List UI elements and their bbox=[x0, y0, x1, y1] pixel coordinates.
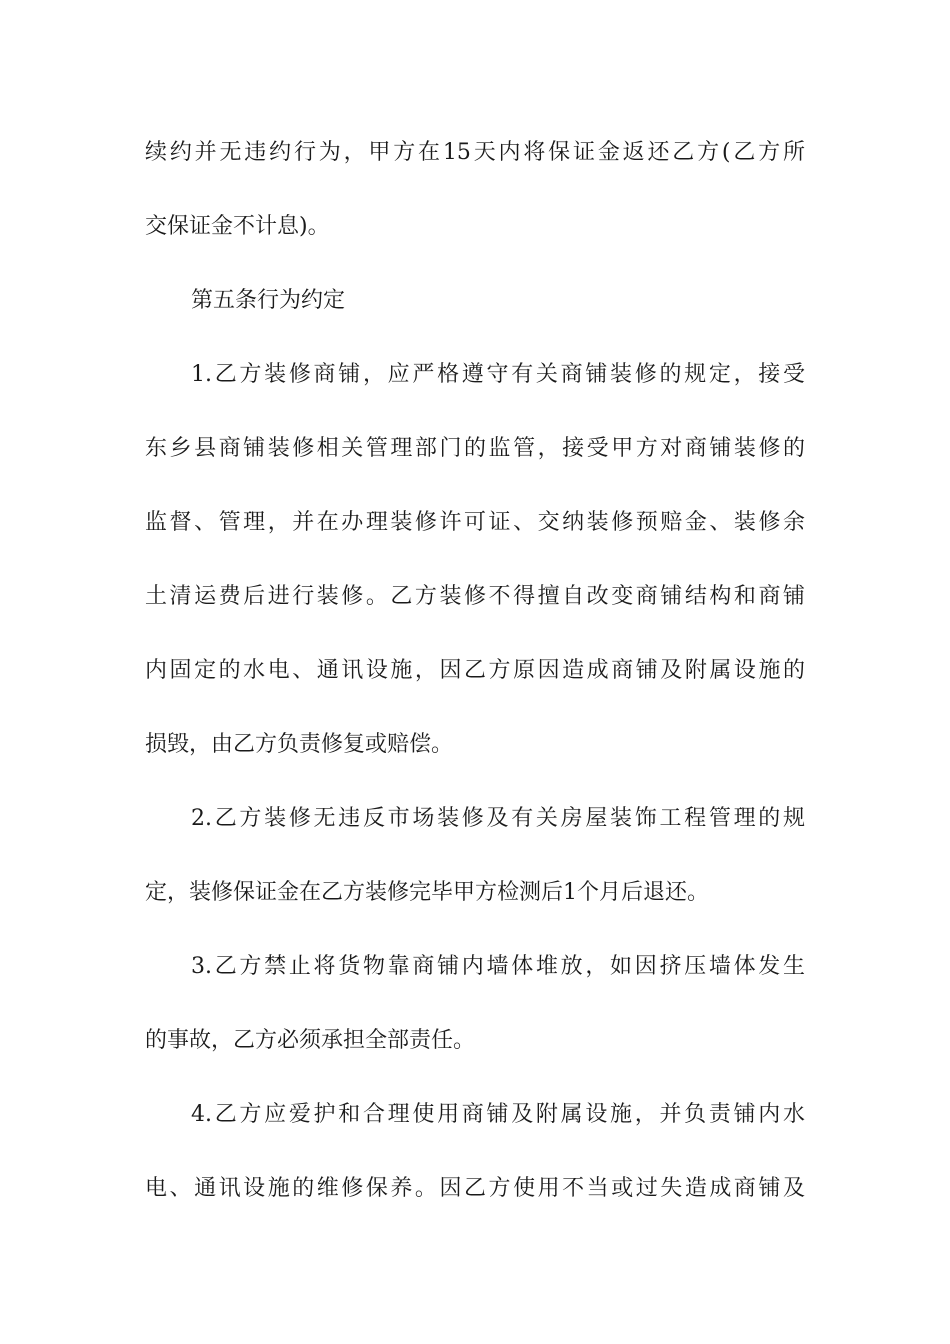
paragraph-line: 4.乙方应爱护和合理使用商铺及附属设施，并负责铺内水 bbox=[191, 1102, 805, 1127]
paragraph-line: 土清运费后进行装修。乙方装修不得擅自改变商铺结构和商铺 bbox=[145, 584, 805, 609]
paragraph-line: 损毁，由乙方负责修复或赔偿。 bbox=[145, 732, 454, 757]
paragraph-line: 续约并无违约行为，甲方在15天内将保证金返还乙方(乙方所 bbox=[145, 140, 805, 165]
paragraph-line: 定，装修保证金在乙方装修完毕甲方检测后1个月后退还。 bbox=[145, 880, 709, 905]
paragraph-line: 交保证金不计息)。 bbox=[145, 214, 330, 239]
paragraph-line: 监督、管理，并在办理装修许可证、交纳装修预赔金、装修余 bbox=[145, 510, 805, 535]
paragraph-line: 东乡县商铺装修相关管理部门的监管，接受甲方对商铺装修的 bbox=[145, 436, 805, 461]
paragraph-line: 3.乙方禁止将货物靠商铺内墙体堆放，如因挤压墙体发生 bbox=[191, 954, 805, 979]
paragraph-line: 的事故，乙方必须承担全部责任。 bbox=[145, 1028, 476, 1053]
paragraph-line: 内固定的水电、通讯设施，因乙方原因造成商铺及附属设施的 bbox=[145, 658, 805, 683]
section-heading: 第五条行为约定 bbox=[191, 288, 346, 313]
paragraph-line: 电、通讯设施的维修保养。因乙方使用不当或过失造成商铺及 bbox=[145, 1176, 805, 1201]
paragraph-line: 2.乙方装修无违反市场装修及有关房屋装饰工程管理的规 bbox=[191, 806, 805, 831]
paragraph-line: 1.乙方装修商铺，应严格遵守有关商铺装修的规定，接受 bbox=[191, 362, 805, 387]
